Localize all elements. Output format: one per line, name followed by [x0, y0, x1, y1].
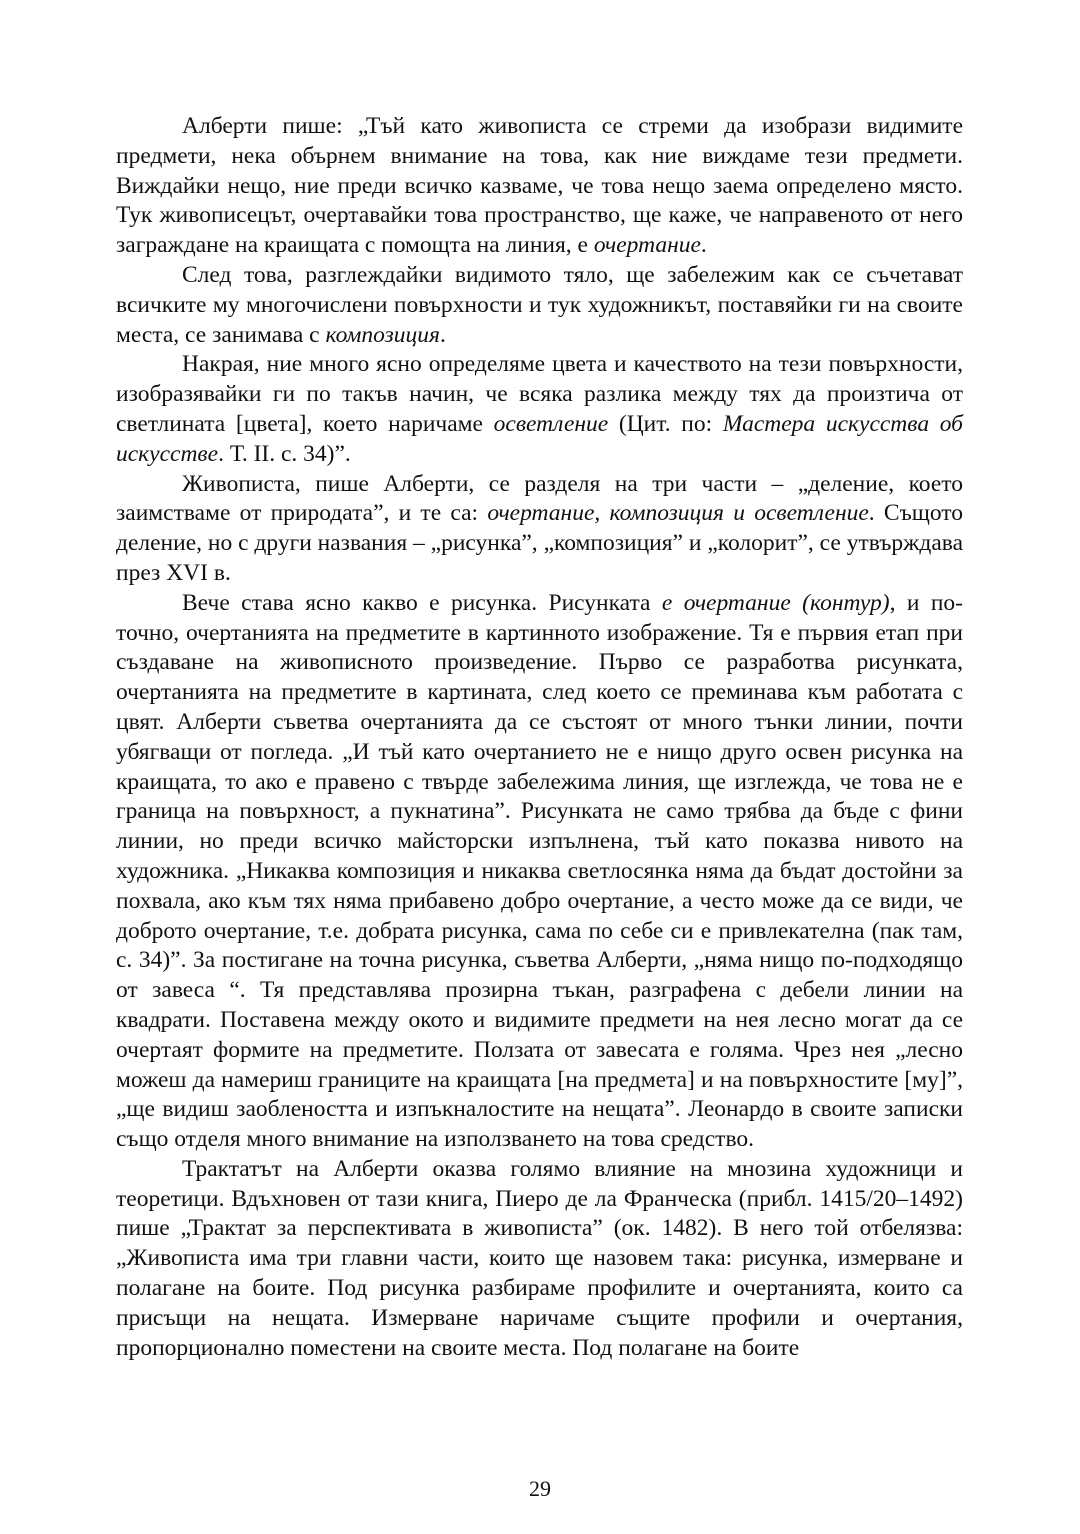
- paragraph: Трактатът на Алберти оказва голямо влияние на мнозина художници и теоретици. Вдъхновен от тази книга, Пиеро де ла Франческа (прибл. 1415/20–1492) пише „Трактат за перспективата в живописта” (ок. 1482). В него той отбелязва: „Живописта има три главни части, които ще назовем така: рисунка, измерване и полагане на боите. Под рисунка разбираме профилите и очертанията, които са присъщи на нещата. Измерване наричаме същите профили и очертания, пропорционално поместени на своите места. Под полагане на боите: [116, 1155, 963, 1361]
- paragraph: Алберти пише: „Тъй като живописта се стреми да изобрази видимите предмети, нека обърнем внимание на това, как ние виждаме тези предмети. Виждайки нещо, ние преди всичко казваме, че това нещо заема определено място. Тук живописецът, очертавайки това пространство, ще каже, че направеното от него заграждане на краищата с помощта на линия, е очертание.: [116, 113, 963, 259]
- page-number: 29: [529, 1476, 551, 1501]
- paragraph: Вече става ясно какво е рисунка. Рисунката е очертание (контур), и по-точно, очертанията на предметите в картинното изображение. Тя е първия етап при създаване на живописното произведение. Първо се разработва рисунката, очертанията на предметите в картината, след което се преминава към работата с цвят. Алберти съветва очертанията да се състоят от много тънки линии, почти убягващи от погледа. „И тъй като очертанието не е нищо друго освен рисунка на краищата, то ако е правено с твърде забележима линия, ще изглежда, че това не е граница на повърхност, а пукнатина”. Рисунката не само трябва да бъде с фини линии, но преди всичко майсторски изпълнена, тъй като показва нивото на художника. „Никаква композиция и никаква светлосянка няма да бъдат достойни за похвала, ако към тях няма прибавено добро очертание, а често може да се види, че доброто очертание, т.е. добрата рисунка, сама по себе си е привлекателна (пак там, с. 34)”. За постигане на точна рисунка, съветва Алберти, „няма нищо по-подходящо от завеса “. Тя представлява прозирна тъкан, разграфена с дебели линии на квадрати. Поставена между окото и видимите предмети на нея лесно могат да се очертаят формите на предметите. Ползата от завесата е голяма. Чрез нея „лесно можеш да намериш границите на краищата [на предмета] и на повърхностите [му]”, „ще видиш заоблеността и изпъкналостите на нещата”. Леонардо в своите записки също отделя много внимание на използването на това средство.: [116, 589, 963, 1153]
- paragraph: След това, разглеждайки видимото тяло, ще забележим как се съчетават всичките му многочислени повърхности и тук художникът, поставяйки ги на своите места, се занимава с композиция.: [116, 261, 963, 348]
- page-body: [116, 112, 963, 1363]
- paragraph: Живописта, пише Алберти, се разделя на три части – „деление, което заимстваме от природата”, и те са: очертание, композиция и осветление. Същото деление, но с други названия – „рисунка”, „композиция” и „колорит”, се утвърждава през XVI в.: [116, 470, 963, 586]
- paragraph: Накрая, ние много ясно определяме цвета и качеството на тези повърхности, изобразявайки ги по такъв начин, че всяка разлика между тях да произтича от светлината [цвета], което наричаме осветление (Цит. по: Мастера искусства об искусстве. Т. II. с. 34)”.: [116, 351, 963, 467]
